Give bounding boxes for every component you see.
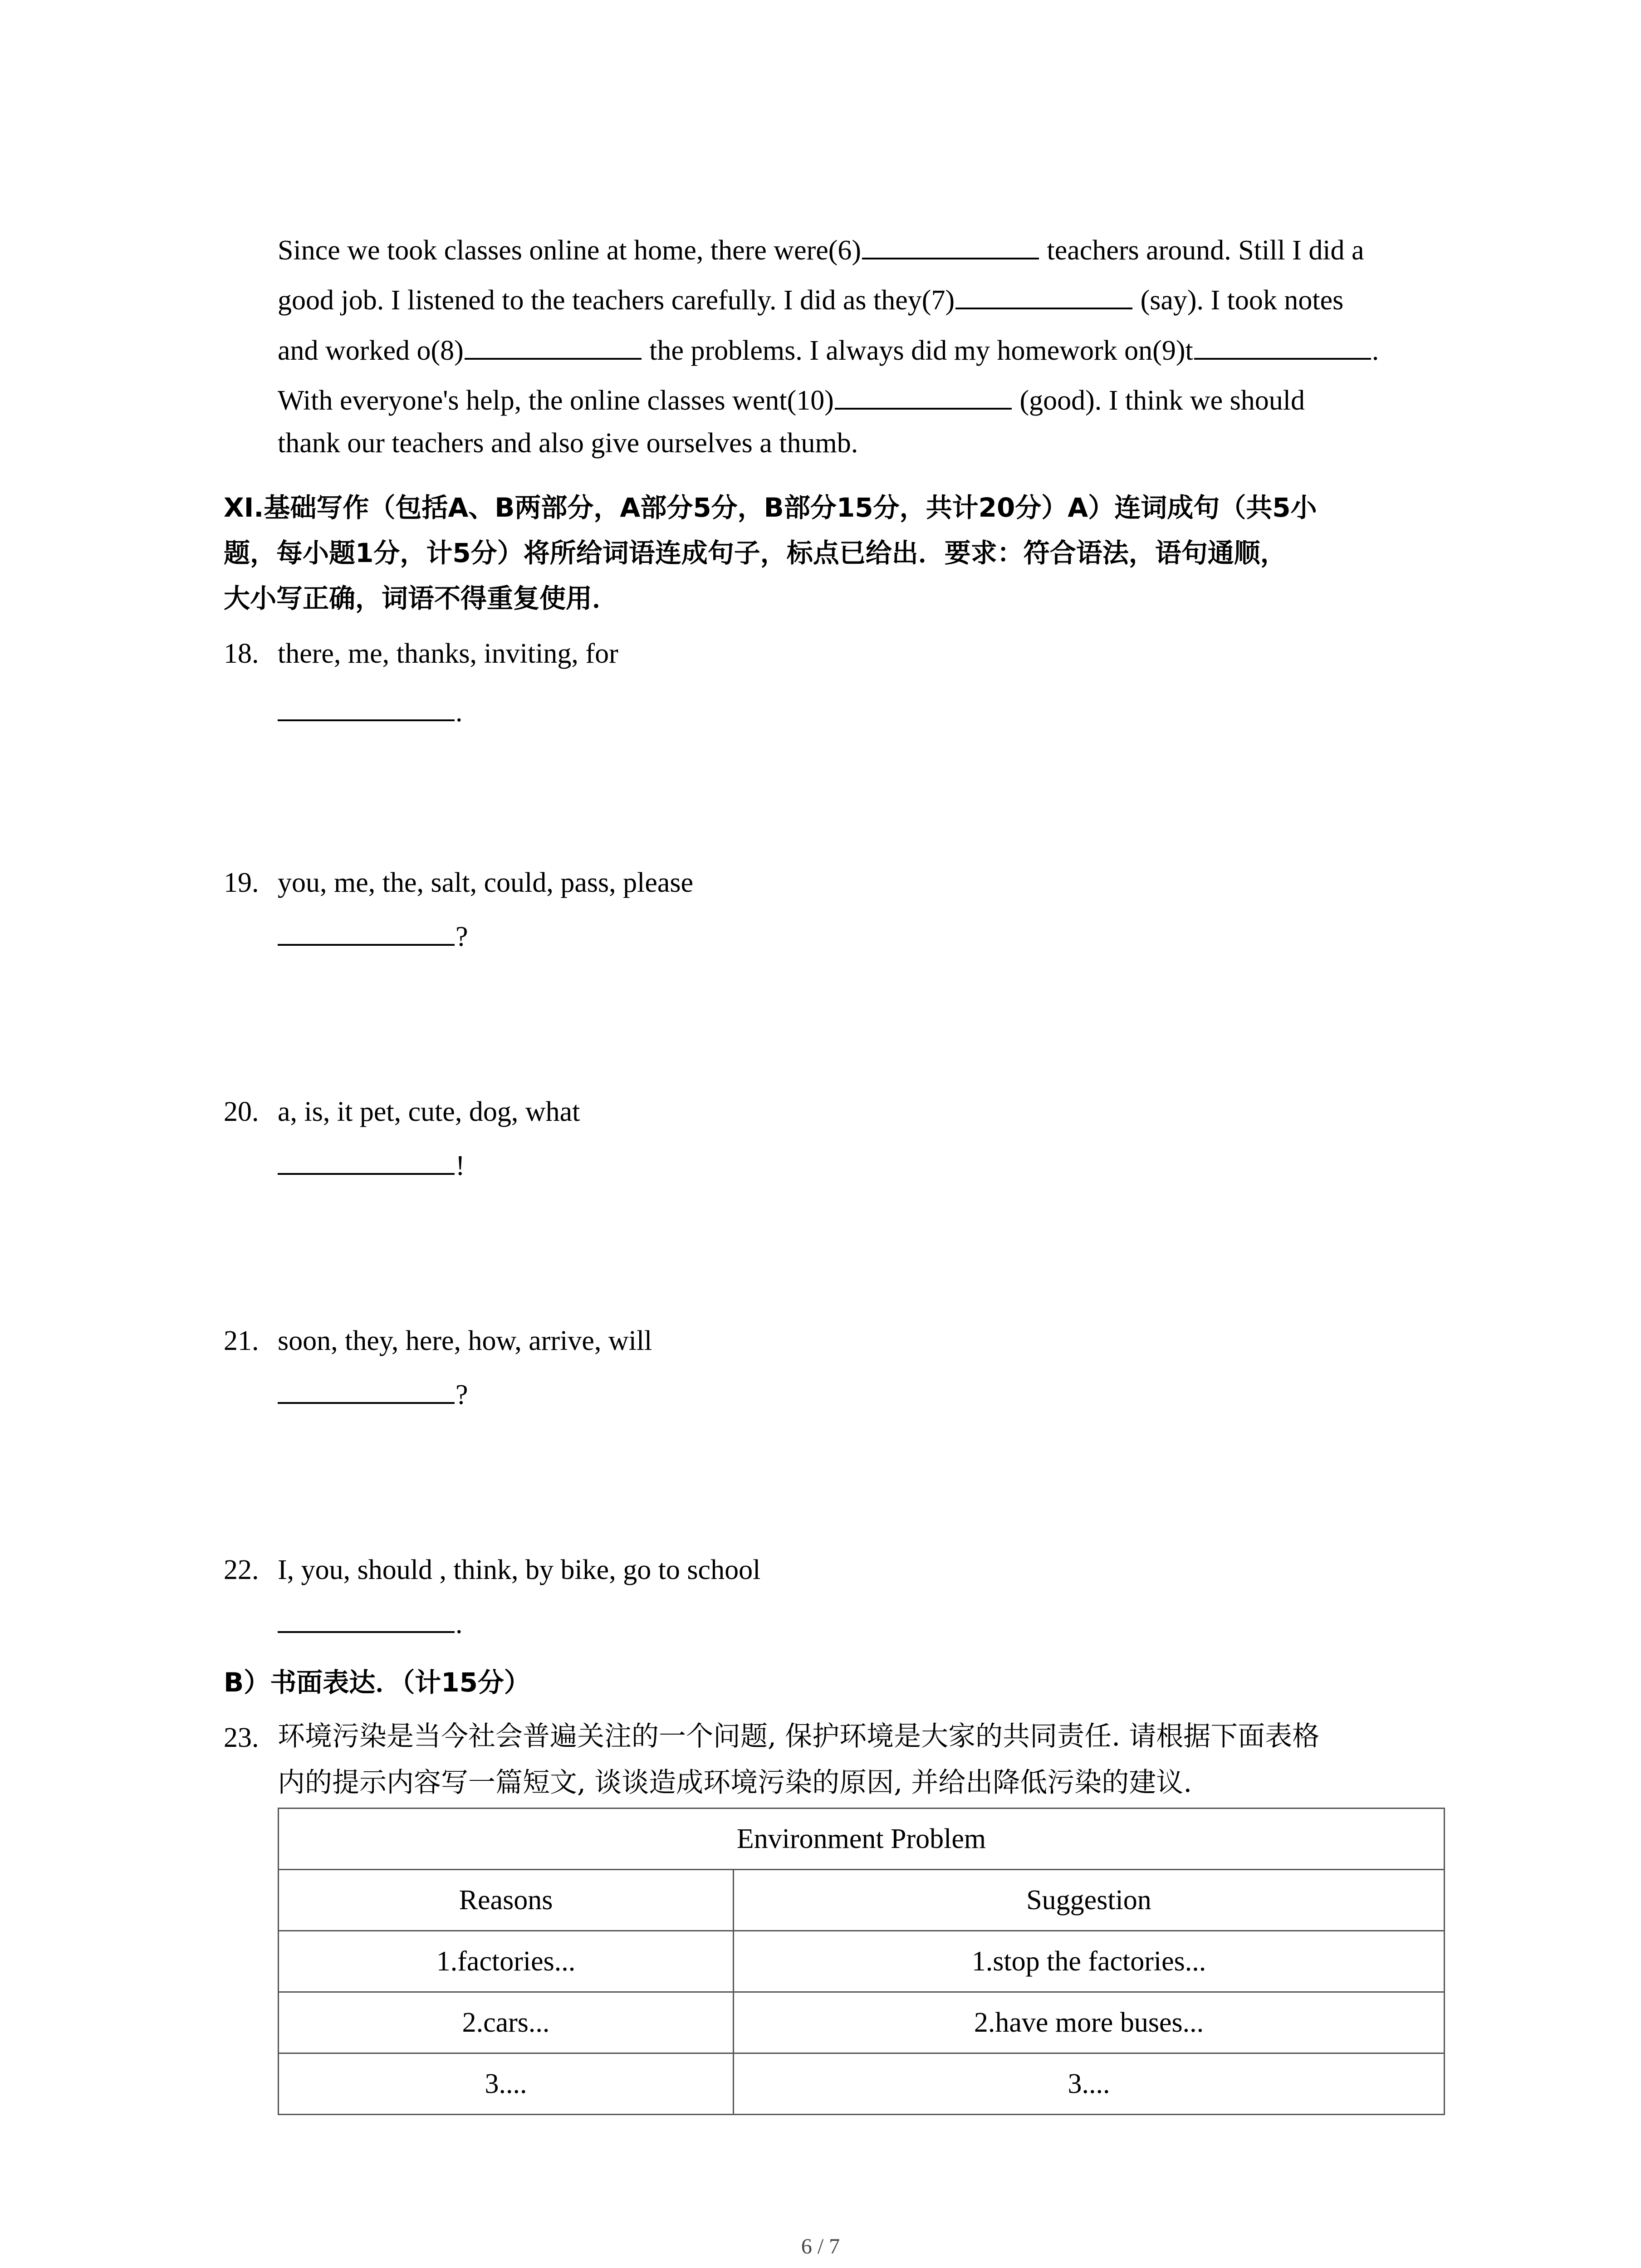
section-xi-line-2: 题，每小题1分，计5分）将所给词语连成句子，标点已给出．要求：符合语法，语句通顺， bbox=[224, 538, 1287, 568]
question-number: 23. bbox=[224, 1722, 259, 1753]
question-words: there, me, thanks, inviting, for bbox=[278, 638, 618, 669]
answer-blank-18[interactable] bbox=[278, 694, 455, 721]
blank-7[interactable] bbox=[955, 282, 1132, 309]
page-number: 6 / 7 bbox=[801, 2234, 840, 2258]
environment-table bbox=[278, 1808, 1445, 2115]
table-cell: 2.have more buses... bbox=[734, 1992, 1445, 2053]
answer-blank-21[interactable] bbox=[278, 1377, 455, 1404]
answer-line: ? bbox=[278, 919, 468, 951]
passage-line-2: good job. I listened to the teachers carefully. I did as they(7) (say). I took notes bbox=[278, 282, 1343, 314]
question-words: a, is, it pet, cute, dog, what bbox=[278, 1096, 580, 1127]
table-cell: 1.factories... bbox=[279, 1931, 734, 1992]
table-cell: 2.cars... bbox=[279, 1992, 734, 2053]
section-b-heading: B）书面表达．（计15分） bbox=[224, 1667, 530, 1698]
passage-line-5: thank our teachers and also give ourselves a thumb. bbox=[278, 428, 858, 459]
answer-line: . bbox=[278, 694, 463, 726]
answer-blank-20[interactable] bbox=[278, 1148, 455, 1175]
passage-line-3: and worked o(8) the problems. I always did my homework on(9)t . bbox=[278, 332, 1379, 365]
answer-line: ? bbox=[278, 1377, 468, 1409]
table-row bbox=[279, 1992, 1445, 2053]
q23-prompt-line-2: 内的提示内容写一篇短文, 谈谈造成环境污染的原因, 并给出降低污染的建议. bbox=[278, 1767, 1192, 1799]
blank-10[interactable] bbox=[835, 382, 1012, 410]
table-cell: 3.... bbox=[279, 2053, 734, 2115]
column-header-reasons: Reasons bbox=[279, 1870, 734, 1931]
question-words: you, me, the, salt, could, pass, please bbox=[278, 867, 694, 898]
blank-9[interactable] bbox=[1194, 332, 1371, 360]
table-title-row bbox=[279, 1809, 1445, 1870]
table-row bbox=[279, 1931, 1445, 1992]
answer-line: ! bbox=[278, 1148, 465, 1180]
table-cell: 3.... bbox=[734, 2053, 1445, 2115]
question-number: 19. bbox=[224, 867, 259, 898]
blank-6[interactable] bbox=[862, 232, 1039, 259]
q23-prompt-line-1: 环境污染是当今社会普遍关注的一个问题, 保护环境是大家的共同责任. 请根据下面表格 bbox=[278, 1721, 1320, 1752]
section-xi-line-1: XI.基础写作（包括A、B两部分，A部分5分，B部分15分，共计20分）A）连词成句（共5小 bbox=[224, 492, 1317, 523]
table-header-row bbox=[279, 1870, 1445, 1931]
blank-8[interactable] bbox=[465, 332, 642, 360]
table-row bbox=[279, 2053, 1445, 2115]
question-number: 20. bbox=[224, 1096, 259, 1127]
table-title: Environment Problem bbox=[279, 1809, 1445, 1870]
answer-blank-19[interactable] bbox=[278, 919, 455, 946]
question-number: 22. bbox=[224, 1554, 259, 1585]
column-header-suggestion: Suggestion bbox=[734, 1870, 1445, 1931]
passage-line-1: Since we took classes online at home, there were(6) teachers around. Still I did a bbox=[278, 232, 1364, 264]
question-words: soon, they, here, how, arrive, will bbox=[278, 1325, 652, 1356]
question-number: 18. bbox=[224, 638, 259, 669]
answer-line: . bbox=[278, 1606, 463, 1638]
section-xi-line-3: 大小写正确，词语不得重复使用． bbox=[224, 583, 619, 614]
question-words: I, you, should , think, by bike, go to school bbox=[278, 1554, 761, 1585]
table-cell: 1.stop the factories... bbox=[734, 1931, 1445, 1992]
answer-blank-22[interactable] bbox=[278, 1606, 455, 1633]
passage-line-4: With everyone's help, the online classes went(10) (good). I think we should bbox=[278, 382, 1305, 415]
question-number: 21. bbox=[224, 1325, 259, 1356]
